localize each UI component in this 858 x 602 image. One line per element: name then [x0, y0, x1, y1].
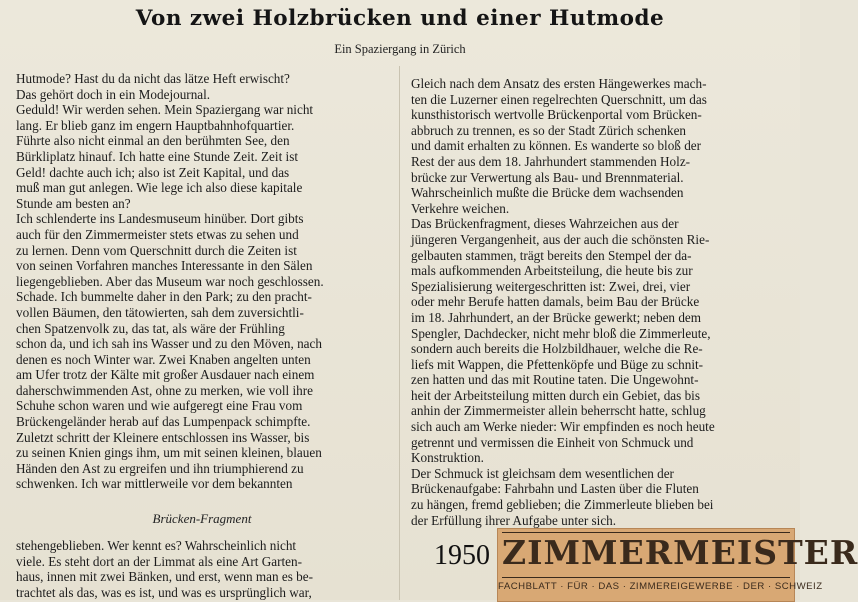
text-line: zu seinen Knien gings ihm, um mit seinen kleinen, blauen — [16, 445, 322, 461]
text-line: auch für den Zimmermeister stets etwas zu sehen und — [16, 226, 299, 242]
text-line: daherschwimmenden Ast, ohne zu merken, wie voll ihre — [16, 382, 314, 398]
text-line: Geduld! Wir werden sehen. Mein Spaziergang war nicht — [16, 102, 314, 118]
text-line: Ich schlenderte ins Landesmuseum hinüber. Dort gibts — [16, 211, 304, 227]
text-line: sich auch am Werke nieder: Wir empfinden es noch heute — [411, 419, 715, 435]
text-line: Hutmode? Hast du da nicht das lätze Heft erwischt? — [16, 71, 290, 86]
text-line: jüngeren Vergangenheit, aus der auch die schönsten Rie- — [411, 231, 710, 247]
text-line: gelbauten stammen, trägt bereits den Stempel der da- — [411, 247, 692, 263]
text-line: der Erfüllung ihrer Aufgabe unter sich. — [411, 512, 617, 528]
text-line: Brückengeländer herab auf das Lumpenpack schimpfte. — [16, 414, 311, 430]
text-line: kunsthistorisch wertvolle Brückenportal vom Brücken- — [411, 107, 702, 123]
text-line: chen Spatzenvolk zu, das tat, als wäre der Frühling — [16, 320, 285, 336]
text-line: liefs mit Wappen, die Pfettenköpfe und Büge zu schnit- — [411, 356, 704, 372]
text-line: zu hängen, fremd geblieben; die Zimmerleute blieben bei — [411, 497, 714, 513]
left-column — [16, 71, 388, 492]
section-heading: Brücken-Fragment — [152, 511, 252, 526]
logo-subtitle: FACHBLATT · FÜR · DAS · ZIMMEREIGEWERBE · DER · SCHWEIZ — [498, 581, 823, 592]
text-line: zu lernen. Denn vom Querschnitt durch die Zeiten ist — [16, 242, 297, 258]
text-line: sondern auch bereits die Holzbildhauer, welche die Re- — [411, 341, 703, 357]
text-line: Bürkliplatz hinauf. Ich hatte eine Stunde Zeit. Zeit ist — [16, 148, 298, 164]
logo-title: ZIMMERMEISTER — [502, 533, 858, 572]
text-line: zen hatten und das mit Routine taten. Die Ungewohnt- — [411, 372, 699, 388]
text-line: brücke zur Verwertung als Bau- und Brennmaterial. — [411, 169, 684, 185]
text-line: Schuhe schon waren und wie aufgeregt eine Frau vom — [16, 398, 303, 414]
text-line: anhin der Zimmermeister allein beherrscht hatte, schlug — [411, 403, 706, 419]
text-line: trachtet als das, was es ist, und was es ursprünglich war, — [16, 584, 312, 600]
right-column — [411, 76, 783, 528]
text-line: Brückenaufgabe: Fahrbahn und Lasten über die Fluten — [411, 481, 699, 497]
text-line: Spengler, Dachdecker, nicht mehr bloß die Zimmerleute, — [411, 325, 711, 341]
text-line: Wahrscheinlich mußte die Brücke dem wachsenden — [411, 185, 684, 201]
text-line: von seinen Vorfahren manches Interessante in den Sälen — [16, 258, 313, 274]
text-line: denen es noch Winter war. Zwei Knaben angelten unten — [16, 351, 311, 367]
text-line: Das gehört doch in ein Modejournal. — [16, 86, 211, 102]
text-line: liegengeblieben. Aber das Museum war noch geschlossen. — [16, 273, 324, 289]
left-column-continued — [16, 538, 388, 600]
text-line: schwenken. Ich war mittlerweile vor dem bekannten — [16, 476, 293, 492]
text-line: Schade. Ich bummelte daher in den Park; zu den pracht- — [16, 289, 312, 305]
text-line: Konstruktion. — [411, 450, 484, 466]
text-line: am Ufer trotz der Kälte mit großer Ausdauer nach einem — [16, 367, 315, 383]
text-line: Händen den Ast zu ergreifen und ihn triumphierend zu — [16, 460, 304, 476]
year-label: 1950 — [434, 540, 490, 571]
zimmermeister-logo — [497, 528, 858, 602]
text-line: getrennt und vermissen die Einheit von Schmuck und — [411, 434, 694, 450]
text-line: abbruch zu trennen, es so der Stadt Zürich schenken — [411, 122, 687, 138]
text-line: Führte also nicht einmal an den berühmten See, den — [16, 133, 290, 149]
text-line: Der Schmuck ist gleichsam dem wesentlichen der — [411, 465, 674, 481]
text-line: oder mehr Berufe hatten damals, beim Bau der Brücke — [411, 294, 700, 310]
article-subtitle: Ein Spaziergang in Zürich — [334, 42, 466, 56]
text-line: ten die Luzerner einen regelrechten Querschnitt, um das — [411, 91, 707, 107]
text-line: Verkehre weichen. — [411, 200, 510, 216]
text-line: Stunde am besten an? — [16, 195, 131, 211]
logo-mid-rule — [502, 577, 790, 578]
text-line: Gleich nach dem Ansatz des ersten Hängewerkes mach- — [411, 76, 707, 91]
text-line: Spezialisierung weitergeschritten ist: Zwei, drei, vier — [411, 278, 691, 294]
article-title: Von zwei Holzbrücken und einer Hutmode — [135, 6, 665, 31]
text-line: haus, innen mit zwei Bänken, und erst, wenn man es be- — [16, 569, 314, 585]
text-line: lang. Er blieb ganz im engern Hauptbahnhofquartier. — [16, 117, 295, 133]
text-line: Das Brückenfragment, dieses Wahrzeichen aus der — [411, 216, 679, 232]
text-line: muß man gut anlegen. Wie lege ich also diese kapitale — [16, 180, 303, 196]
column-divider — [399, 66, 400, 600]
text-line: Rest der aus dem 18. Jahrhundert stammenden Holz- — [411, 153, 691, 169]
text-line: heit der Arbeitsteilung mitten durch ein Gebiet, das bis — [411, 387, 700, 403]
text-line: mals aufkommenden Arbeitsteilung, die heute bis zur — [411, 263, 693, 279]
text-line: und damit erhalten zu können. Es wanderte so bloß der — [411, 138, 702, 154]
text-line: viele. Es steht dort an der Limmat als eine Art Garten- — [16, 553, 303, 569]
text-line: Geld! dachte auch ich; also ist Zeit Kapital, und das — [16, 164, 290, 180]
text-line: vollen Bäumen, den tätowierten, sah dem zuversichtli- — [16, 304, 304, 320]
text-line: Zuletzt schritt der Kleinere entschlossen ins Wasser, bis — [16, 429, 310, 445]
text-line: schon da, und ich sah ins Wasser und zu den Möven, nach — [16, 336, 322, 352]
text-line: stehengeblieben. Wer kennt es? Wahrscheinlich nicht — [16, 538, 297, 553]
text-line: im 18. Jahrhundert, an der Brücke gewerkt; neben dem — [411, 309, 702, 325]
